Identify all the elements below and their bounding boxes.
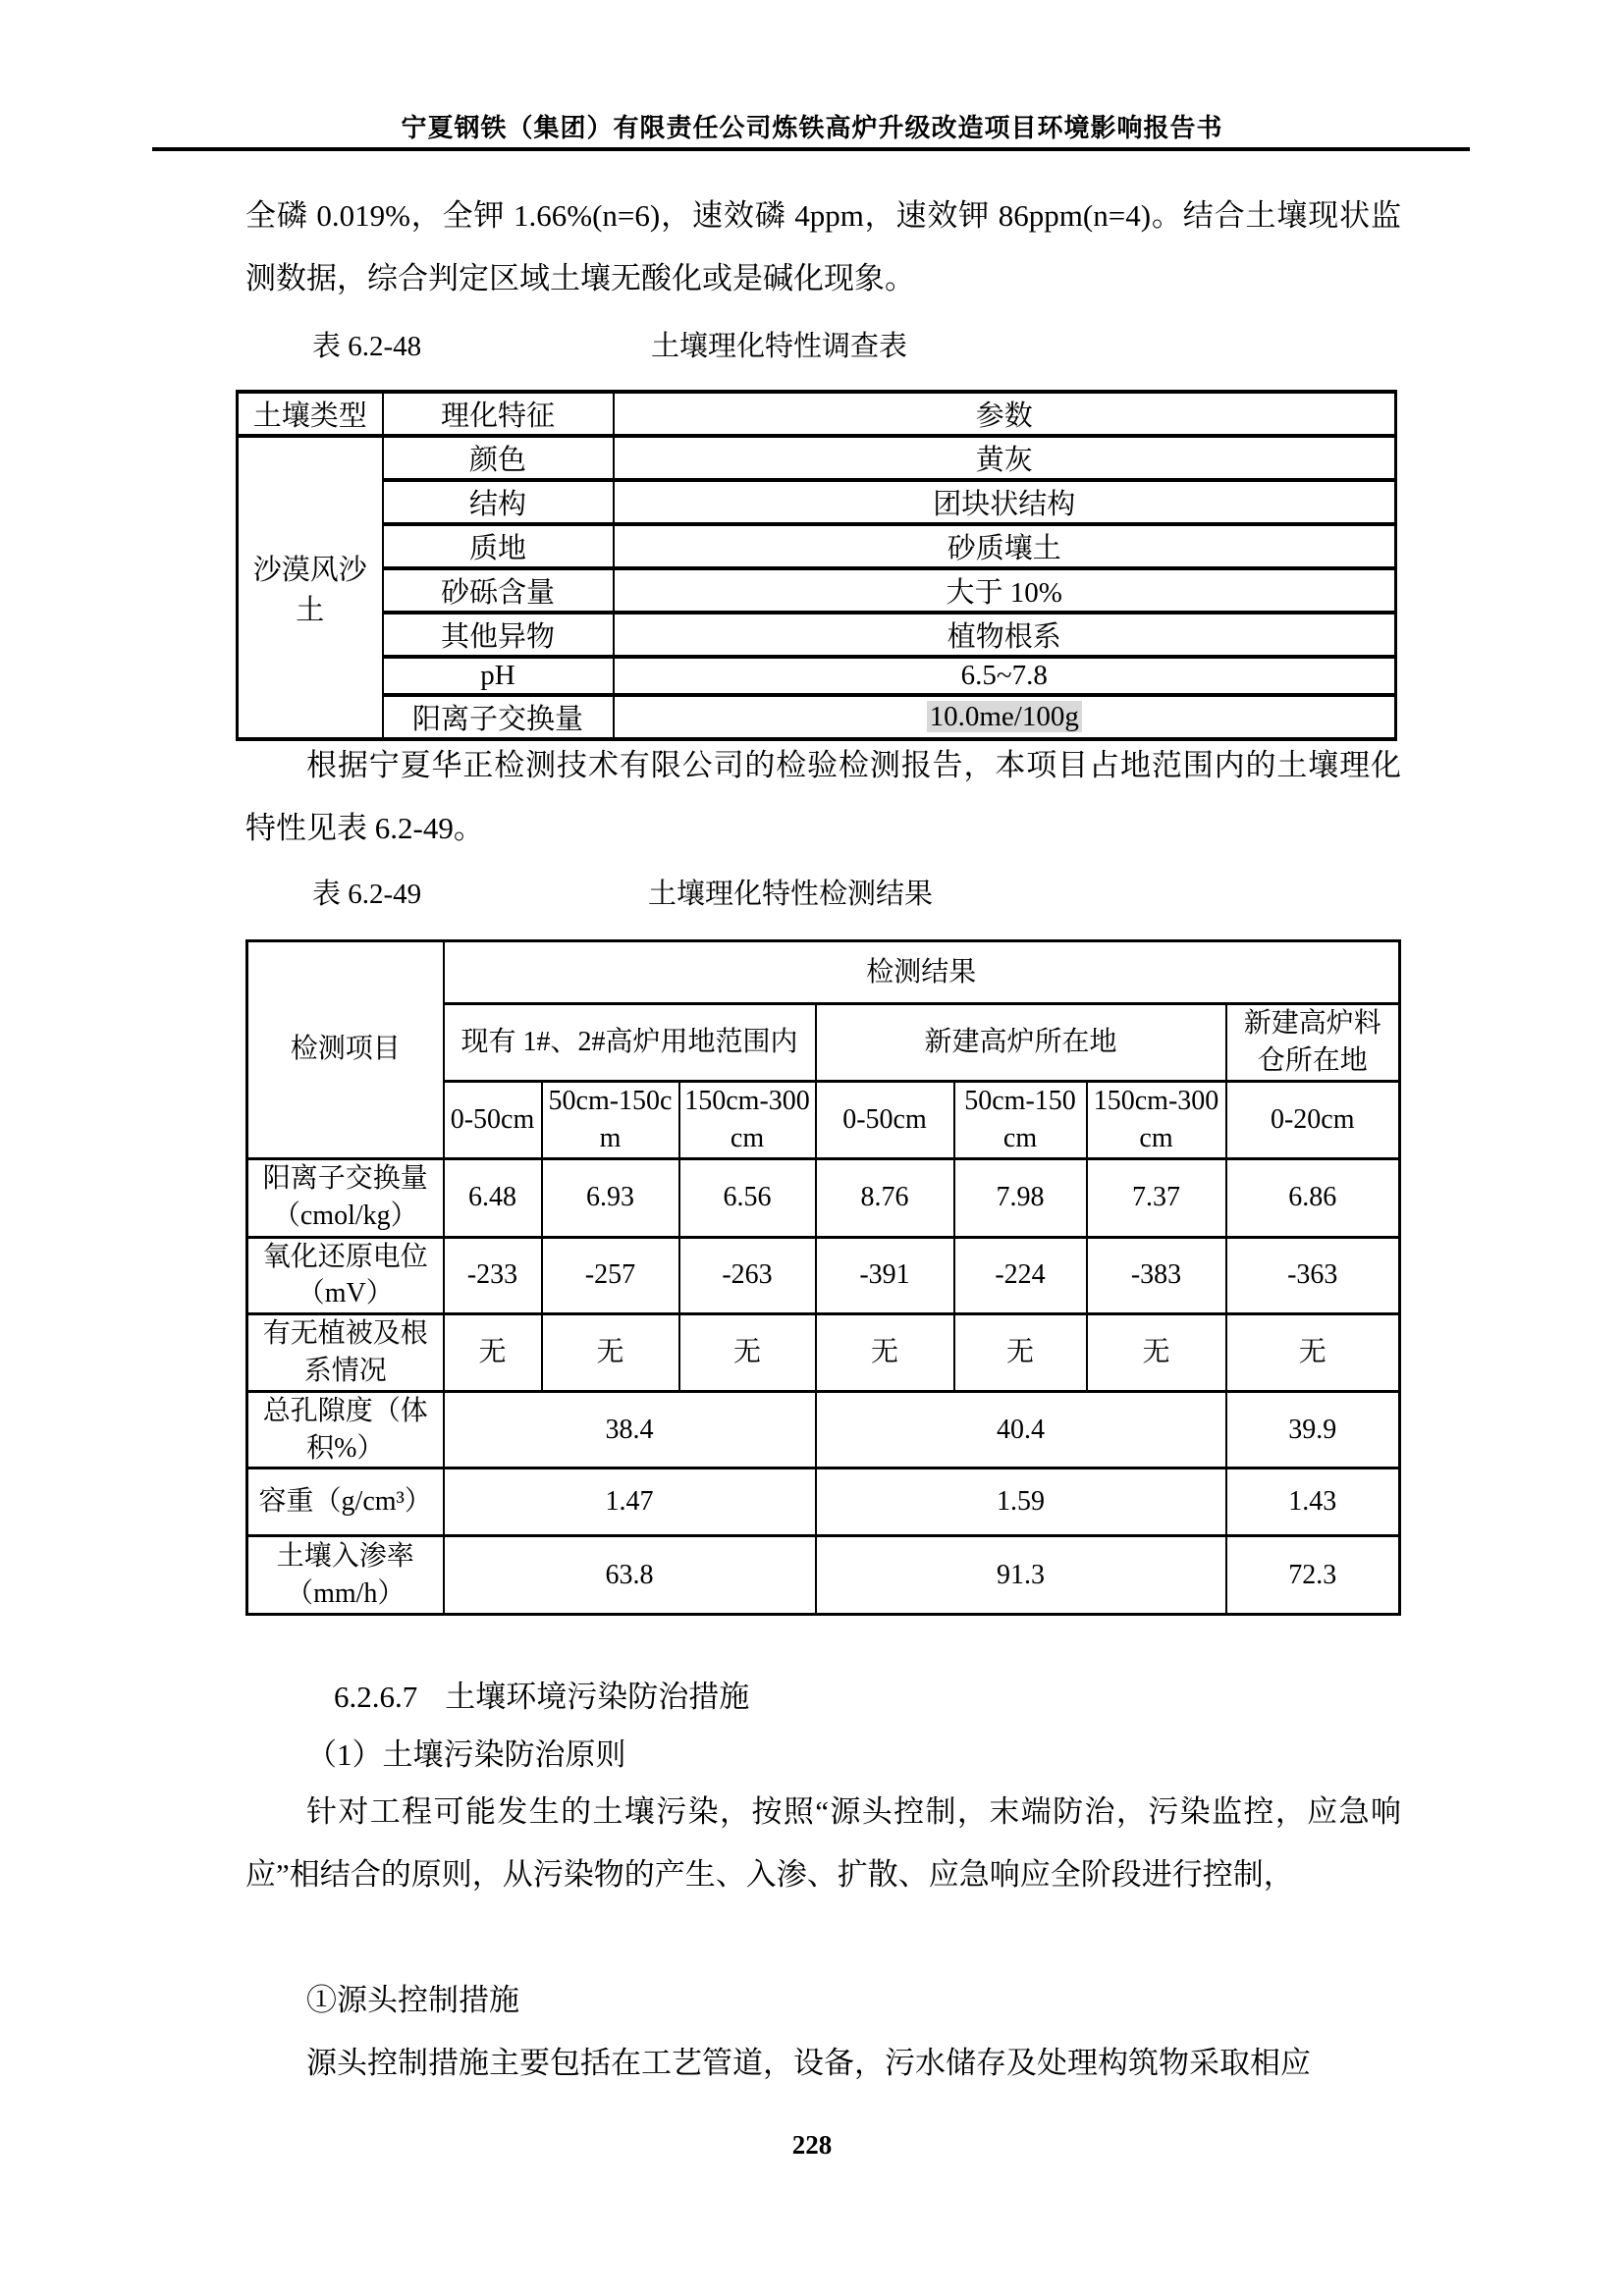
param-cell: 大于 10%	[614, 568, 1396, 613]
feature-cell: 质地	[383, 524, 614, 568]
table-row	[238, 436, 1396, 480]
depth-header-cell: 0-20cm	[1226, 1081, 1400, 1158]
depth-header-cell: 50cm-150cm	[954, 1081, 1087, 1158]
row-label-cell: 容重（g/cm³）	[247, 1468, 444, 1536]
group-header-existing-furnace: 现有 1#、2#高炉用地范围内	[444, 1004, 816, 1082]
soil-type-cell: 沙漠风沙土	[238, 436, 383, 739]
paragraph-test-report: 根据宁夏华正检测技术有限公司的检验检测报告，本项目占地范围内的土壤理化特性见表 6.2-49。	[245, 748, 1401, 845]
value-cell: 无	[679, 1314, 816, 1392]
table-caption-6-2-48	[245, 324, 1401, 363]
value-cell: 7.98	[954, 1158, 1087, 1237]
group-header-new-stock: 新建高炉料仓所在地	[1226, 1004, 1400, 1082]
table-row-infiltration	[247, 1536, 1400, 1615]
header-rule	[152, 147, 1470, 151]
depth-header-cell: 0-50cm	[444, 1081, 542, 1158]
table-header-row	[238, 392, 1396, 436]
value-cell: 6.86	[1226, 1158, 1400, 1237]
merged-value-cell: 91.3	[816, 1536, 1226, 1615]
section-title: 土壤环境污染防治措施	[445, 1680, 750, 1714]
feature-cell: 结构	[383, 480, 614, 524]
merged-value-cell: 40.4	[816, 1391, 1226, 1468]
table-caption-6-2-49	[245, 872, 1401, 911]
row-label-cell: 土壤入渗率（mm/h）	[247, 1536, 444, 1615]
value-cell: 无	[816, 1314, 954, 1392]
column-header-soil-type: 土壤类型	[238, 392, 383, 436]
value-cell: -257	[542, 1237, 679, 1314]
param-cell: 黄灰	[614, 436, 1396, 480]
value-cell: -224	[954, 1237, 1087, 1314]
table-row	[238, 613, 1396, 657]
row-label-cell: 有无植被及根系情况	[247, 1314, 444, 1392]
value-cell: 7.37	[1087, 1158, 1226, 1237]
paragraph-source-control-measures: 源头控制措施主要包括在工艺管道，设备，污水储存及处理构筑物采取相应	[306, 2046, 1311, 2080]
table-row-porosity	[247, 1391, 1400, 1468]
value-cell: 无	[954, 1314, 1087, 1392]
feature-cell: 颜色	[383, 436, 614, 480]
table-6-2-49	[245, 939, 1401, 1616]
value-cell: 6.93	[542, 1158, 679, 1237]
paragraph-prevention-principle: 针对工程可能发生的土壤污染，按照“源头控制，末端防治，污染监控，应急响应”相结合的原则，从污染物的产生、入渗、扩散、应急响应全阶段进行控制，	[245, 1794, 1401, 1892]
row-label-cell: 阳离子交换量（cmol/kg）	[247, 1158, 444, 1237]
table-row-cation-exchange	[247, 1158, 1400, 1237]
feature-cell: 其他异物	[383, 613, 614, 657]
param-cell: 6.5~7.8	[614, 657, 1396, 695]
value-cell: 6.48	[444, 1158, 542, 1237]
depth-header-cell: 0-50cm	[816, 1081, 954, 1158]
row-label-cell: 总孔隙度（体积%）	[247, 1391, 444, 1468]
section-heading-6-2-6-7	[334, 1672, 749, 1716]
paragraph-soil-monitoring: 全磷 0.019%，全钾 1.66%(n=6)，速效磷 4ppm，速效钾 86ppm(n=4)。结合土壤现状监测数据，综合判定区域土壤无酸化或是碱化现象。	[245, 198, 1401, 295]
column-header-item: 检测项目	[247, 941, 444, 1159]
highlighted-value: 10.0me/100g	[927, 701, 1082, 732]
depth-header-cell: 150cm-300cm	[679, 1081, 816, 1158]
value-cell: -363	[1226, 1237, 1400, 1314]
feature-cell: 砂砾含量	[383, 568, 614, 613]
table-row-bulk-density	[247, 1468, 1400, 1536]
merged-value-cell: 39.9	[1226, 1391, 1400, 1468]
section-number: 6.2.6.7	[334, 1680, 418, 1714]
subsection-1-title: （1）土壤污染防治原则	[306, 1737, 626, 1772]
value-cell: 6.56	[679, 1158, 816, 1237]
column-header-param: 参数	[614, 392, 1396, 436]
table-row	[238, 480, 1396, 524]
value-cell: 无	[1087, 1314, 1226, 1392]
depth-header-cell: 150cm-300cm	[1087, 1081, 1226, 1158]
value-cell: -263	[679, 1237, 816, 1314]
caption-title: 土壤理化特性检测结果	[648, 879, 934, 910]
param-cell: 植物根系	[614, 613, 1396, 657]
value-cell: 无	[444, 1314, 542, 1392]
param-cell: 砂质壤土	[614, 524, 1396, 568]
page-number: 228	[791, 2130, 833, 2160]
value-cell: 无	[542, 1314, 679, 1392]
param-cell: 团块状结构	[614, 480, 1396, 524]
merged-value-cell: 1.43	[1226, 1468, 1400, 1536]
table-row	[238, 568, 1396, 613]
feature-cell: 阳离子交换量	[383, 695, 614, 739]
item-source-control: ①源头控制措施	[306, 1983, 519, 2017]
table-row	[238, 657, 1396, 695]
depth-header-cell: 50cm-150cm	[542, 1081, 679, 1158]
merged-value-cell: 63.8	[444, 1536, 816, 1615]
feature-cell: pH	[383, 657, 614, 695]
group-header-new-furnace: 新建高炉所在地	[816, 1004, 1226, 1082]
result-header-cell: 检测结果	[444, 941, 1400, 1004]
merged-value-cell: 1.47	[444, 1468, 816, 1536]
value-cell: -383	[1087, 1237, 1226, 1314]
table-row-redox-potential	[247, 1237, 1400, 1314]
header-title: 宁夏钢铁（集团）有限责任公司炼铁高炉升级改造项目环境影响报告书	[401, 114, 1223, 142]
table-row	[238, 524, 1396, 568]
param-cell	[614, 695, 1396, 739]
table-header-row	[247, 941, 1400, 1004]
row-label-cell: 氧化还原电位（mV）	[247, 1237, 444, 1314]
merged-value-cell: 1.59	[816, 1468, 1226, 1536]
value-cell: -391	[816, 1237, 954, 1314]
table-row-vegetation	[247, 1314, 1400, 1392]
column-header-feature: 理化特征	[383, 392, 614, 436]
value-cell: 无	[1226, 1314, 1400, 1392]
caption-number: 表 6.2-49	[312, 879, 422, 910]
table-row	[238, 695, 1396, 739]
caption-title: 土壤理化特性调查表	[651, 331, 908, 362]
table-6-2-48	[236, 390, 1397, 741]
merged-value-cell: 38.4	[444, 1391, 816, 1468]
value-cell: 8.76	[816, 1158, 954, 1237]
merged-value-cell: 72.3	[1226, 1536, 1400, 1615]
value-cell: -233	[444, 1237, 542, 1314]
caption-number: 表 6.2-48	[312, 331, 422, 362]
